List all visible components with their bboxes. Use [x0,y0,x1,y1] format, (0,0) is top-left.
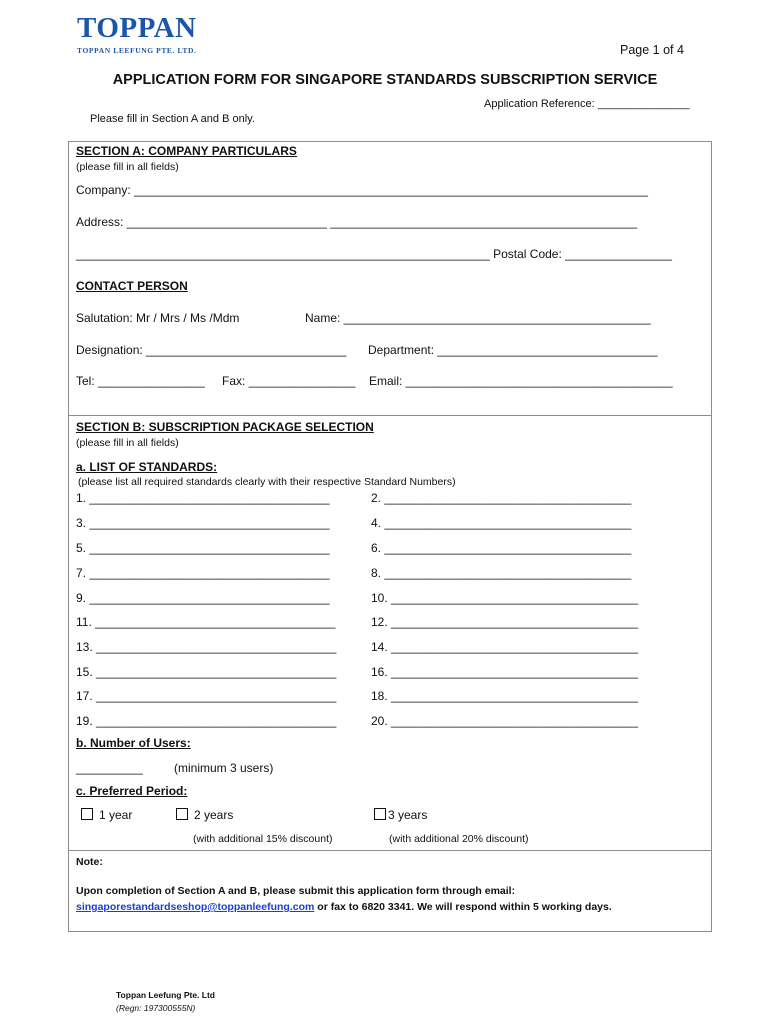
footer-company: Toppan Leefung Pte. Ltd [116,990,215,1000]
standard-field-13[interactable]: 13. ____________________________________ [76,640,337,654]
number-of-users-field[interactable]: __________ [76,761,143,775]
standard-field-12[interactable]: 12. _____________________________________ [371,615,638,629]
section-a-box [68,141,712,416]
page-number: Page 1 of 4 [620,43,684,57]
designation-field[interactable]: Designation: ______________________________ [76,343,347,357]
fax-field[interactable]: Fax: ________________ [222,374,356,388]
form-title: APPLICATION FORM FOR SINGAPORE STANDARDS SUBSCRIPTION SERVICE [112,72,658,88]
note-line-1: Upon completion of Section A and B, please submit this application form through email: [76,885,516,897]
standard-field-16[interactable]: 16. _____________________________________ [371,665,638,679]
application-reference-field[interactable]: Application Reference: _______________ [484,98,690,110]
section-b-box [68,415,712,851]
section-a-heading: SECTION A: COMPANY PARTICULARS [76,144,297,158]
section-a-subnote: (please fill in all fields) [76,161,179,173]
minimum-users-note: (minimum 3 users) [174,761,274,775]
period-1-year-label: 1 year [99,808,133,822]
name-field[interactable]: Name: ______________________________________________ [305,311,651,325]
list-of-standards-heading: a. LIST OF STANDARDS: [76,460,218,474]
standard-field-19[interactable]: 19. ____________________________________ [76,714,337,728]
email-link[interactable]: singaporestandardseshop@toppanleefung.com [76,901,315,913]
standard-field-1[interactable]: 1. ____________________________________ [76,491,330,505]
standard-field-11[interactable]: 11. ____________________________________ [76,615,336,629]
standard-field-5[interactable]: 5. ____________________________________ [76,541,330,555]
note-line-2-text: or fax to 6820 3341. We will respond within 5 working days. [314,901,612,913]
number-of-users-heading: b. Number of Users: [76,736,191,750]
period-2-years-option[interactable] [176,808,233,822]
discount-2-years-note: (with additional 15% discount) [193,833,333,845]
standard-field-14[interactable]: 14. _____________________________________ [371,640,638,654]
standard-field-15[interactable]: 15. ____________________________________ [76,665,337,679]
standard-field-8[interactable]: 8. _____________________________________ [371,566,632,580]
fill-instruction: Please fill in Section A and B only. [90,113,255,125]
standard-field-18[interactable]: 18. _____________________________________ [371,689,638,703]
period-3-years-label: 3 years [388,808,428,822]
standard-field-7[interactable]: 7. ____________________________________ [76,566,330,580]
address-postal-field[interactable]: ______________________________________________________________ Postal Code: ________________ [76,247,672,261]
standard-field-4[interactable]: 4. _____________________________________ [371,516,632,530]
company-field[interactable]: Company: _____________________________________________________________________________ [76,183,648,197]
period-2-years-label: 2 years [194,808,234,822]
discount-3-years-note: (with additional 20% discount) [389,833,529,845]
standard-field-20[interactable]: 20. _____________________________________ [371,714,638,728]
toppan-logo: TOPPAN [77,12,197,44]
note-heading: Note: [76,856,103,868]
preferred-period-heading: c. Preferred Period: [76,784,188,798]
toppan-logo-subtitle: TOPPAN LEEFUNG PTE. LTD. [77,46,197,55]
section-b-subnote: (please fill in all fields) [76,437,179,449]
section-b-heading: SECTION B: SUBSCRIPTION PACKAGE SELECTION [76,420,374,434]
list-of-standards-note: (please list all required standards clearly with their respective Standard Numbers) [78,476,456,488]
checkbox-1-year[interactable] [81,808,93,820]
tel-field[interactable]: Tel: ________________ [76,374,205,388]
period-3-years-option[interactable] [374,808,427,822]
checkbox-3-years[interactable] [374,808,386,820]
standard-field-6[interactable]: 6. _____________________________________ [371,541,632,555]
standard-field-2[interactable]: 2. _____________________________________ [371,491,632,505]
standard-field-17[interactable]: 17. ____________________________________ [76,689,337,703]
footer-registration: (Regn: 197300555N) [116,1003,196,1013]
contact-person-heading: CONTACT PERSON [76,279,188,293]
checkbox-2-years[interactable] [176,808,188,820]
department-field[interactable]: Department: _________________________________ [368,343,658,357]
address-field[interactable]: Address: ______________________________ ______________________________________________ [76,215,638,229]
email-field[interactable]: Email: ________________________________________ [369,374,673,388]
salutation-field[interactable]: Salutation: Mr / Mrs / Ms /Mdm [76,311,240,325]
note-box [68,850,712,932]
period-1-year-option[interactable] [81,808,132,822]
note-line-2 [76,901,612,913]
standard-field-9[interactable]: 9. ____________________________________ [76,591,330,605]
standard-field-10[interactable]: 10. _____________________________________ [371,591,638,605]
standard-field-3[interactable]: 3. ____________________________________ [76,516,330,530]
